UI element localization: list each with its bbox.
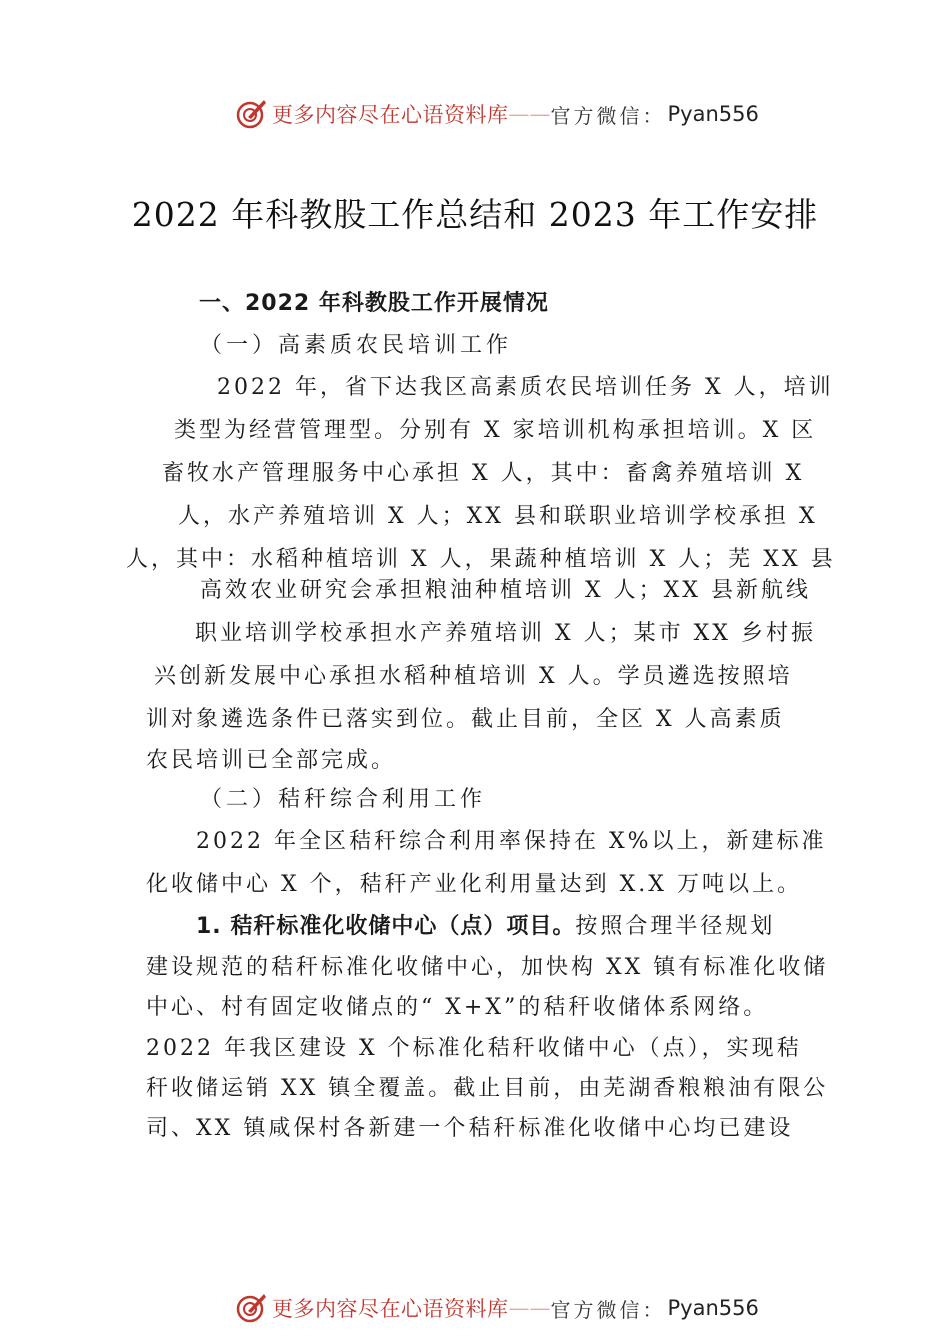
subsection-heading: （一）高素质农民培训工作 — [200, 333, 513, 358]
paragraph-line: 人，水产养殖培训 X 人；XX 县和联职业培训学校承担 X — [178, 504, 818, 529]
paragraph-line: 高效农业研究会承担粮油种植培训 X 人；XX 县新航线 — [200, 578, 811, 603]
paragraph-line: 建设规范的秸秆标准化收储中心，加快构 XX 镇有标准化收储 — [146, 955, 829, 980]
paragraph-line: 畜牧水产管理服务中心承担 X 人，其中：畜禽养殖培训 X — [162, 461, 805, 486]
paragraph-line: 训对象遴选条件已落实到位。截止目前，全区 X 人高素质 — [146, 707, 785, 732]
watermark-official-label: 官方微信： — [550, 1297, 666, 1322]
item-bold-heading: 1. 秸秆标准化收储中心（点）项目。 — [196, 914, 576, 939]
watermark-wechat-id: Pyan556 — [667, 1296, 759, 1320]
subsection-heading: （二）秸秆综合利用工作 — [200, 787, 487, 812]
paragraph-line: 职业培训学校承担水产养殖培训 X 人；某市 XX 乡村振 — [195, 621, 816, 646]
paragraph-line: 类型为经营管理型。分别有 X 家培训机构承担培训。X 区 — [174, 418, 817, 443]
paragraph-line: 兴创新发展中心承担水稻种植培训 X 人。学员遴选按照培 — [154, 664, 793, 689]
watermark-text: 更多内容尽在心语资料库 — [272, 103, 509, 127]
paragraph-line: 中心、村有固定收储点的“ X+X”的秸秆收储体系网络。 — [146, 995, 769, 1020]
watermark-dash: —— — [508, 1296, 551, 1320]
watermark-dash: —— — [508, 102, 551, 126]
paragraph-line: 农民培训已全部完成。 — [146, 748, 397, 773]
pen-logo-icon — [234, 1291, 268, 1325]
paragraph-line: 2022 年我区建设 X 个标准化秸秆收储中心（点），实现秸 — [146, 1036, 802, 1061]
watermark-wechat-id: Pyan556 — [667, 102, 759, 126]
paragraph-line: 司、XX 镇咸保村各新建一个秸秆标准化收储中心均已建设 — [146, 1116, 794, 1141]
paragraph-line: 秆收储运销 XX 镇全覆盖。截止目前，由芜湖香粮粮油有限公 — [146, 1076, 829, 1101]
document-title: 2022 年科教股工作总结和 2023 年工作安排 — [131, 195, 819, 234]
paragraph-line: 2022 年，省下达我区高素质农民培训任务 X 人，培训 — [217, 375, 834, 400]
watermark-text: 更多内容尽在心语资料库 — [272, 1297, 509, 1321]
item-first-rest: 按照合理半径规划 — [575, 914, 776, 939]
watermark-official-label: 官方微信： — [550, 103, 666, 128]
watermark-banner-top — [234, 96, 759, 132]
paragraph-line: 化收储中心 X 个，秸秆产业化利用量达到 X.X 万吨以上。 — [146, 872, 802, 897]
pen-logo-icon — [234, 97, 268, 131]
section-heading: 一、2022 年科教股工作开展情况 — [199, 291, 549, 316]
watermark-banner-bottom — [234, 1290, 759, 1326]
paragraph-line: 2022 年全区秸秆综合利用率保持在 X%以上，新建标准 — [196, 829, 827, 854]
paragraph-line: 人，其中：水稻种植培训 X 人，果蔬种植培训 X 人；芜 XX 县 — [126, 547, 836, 572]
item-first-line — [196, 909, 775, 940]
